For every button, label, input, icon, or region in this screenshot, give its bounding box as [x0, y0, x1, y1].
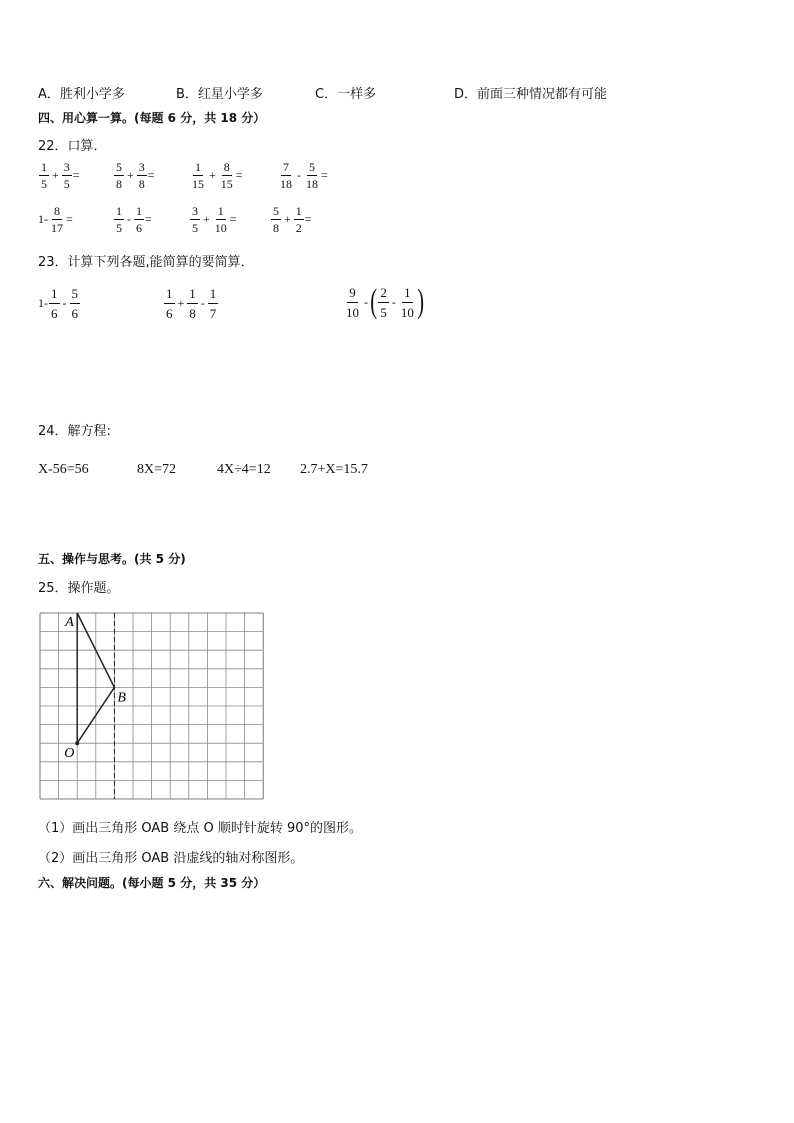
q22-expr: $\frac{1}{5}$ + $\frac{3}{5}$ = [41, 160, 80, 191]
q22-expr: $\frac{1}{5}$ - $\frac{1}{6}$ = [116, 204, 152, 235]
equation-3: 4X÷4=12 [217, 462, 271, 477]
fraction: $\frac{2}{5}$ [380, 284, 387, 320]
q22-expr: $\frac{5}{8}$ + $\frac{1}{2}$ = [273, 204, 312, 235]
q22-expr: $\frac{1}{15}$ + $\frac{8}{15}$ = [192, 160, 243, 191]
fraction: $\frac{3}{5}$ [192, 204, 198, 235]
fraction: $\frac{1}{15}$ [192, 160, 204, 191]
q23-title: 23．计算下列各题,能简算的要简算． [38, 255, 254, 270]
section4-title: 四、用心算一算。(每题 6 分，共 18 分） [38, 111, 266, 125]
q22-expr: $\frac{5}{8}$ + $\frac{3}{8}$ = [116, 160, 155, 191]
fraction: $\frac{1}{6}$ [136, 204, 142, 235]
q23-e1-whole: 1- [38, 296, 48, 310]
fraction: $\frac{5}{8}$ [273, 204, 279, 235]
fraction: $\frac{8}{17}$ [51, 204, 63, 235]
fraction: $\frac{5}{8}$ [116, 160, 122, 191]
equation-1: X-56=56 [38, 462, 89, 477]
fraction: $\frac{8}{15}$ [220, 160, 233, 191]
fraction: $\frac{3}{5}$ [63, 160, 70, 191]
option-b: B．红星小学多 [176, 87, 263, 102]
q25-task-1: （1）画出三角形 OAB 绕点 O 顺时针旋转 90°的图形。 [38, 821, 363, 836]
fraction: $\frac{7}{18}$ [280, 160, 292, 191]
q25-title: 25．操作题。 [38, 581, 120, 596]
equation-2: 8X=72 [137, 462, 177, 477]
grid-figure [38, 611, 268, 801]
option-a: A．胜利小学多 [38, 87, 125, 102]
q22-expr: $\frac{7}{18}$ - $\frac{5}{18}$ = [280, 160, 328, 191]
fraction: $\frac{3}{8}$ [138, 160, 145, 191]
fraction: $\frac{9}{10}$ [346, 284, 359, 320]
q25-task-2: （2）画出三角形 OAB 沿虚线的轴对称图形。 [38, 851, 304, 866]
fraction: $\frac{1}{10}$ [400, 284, 414, 320]
q23-expr-3: $\frac{9}{10}$ - ( $\frac{2}{5}$ - $\frac{1}{10}$ ) [346, 283, 424, 320]
point-o [75, 741, 79, 745]
fraction: $\frac{1}{10}$ [214, 204, 227, 235]
label-o: O [64, 746, 75, 762]
fraction: $\frac{1}{5}$ [116, 204, 122, 235]
equation-4: 2.7+X=15.7 [300, 462, 368, 477]
fraction: $\frac{1}{2}$ [295, 204, 302, 235]
fraction: $\frac{5}{18}$ [306, 160, 318, 191]
q22-expr: $\frac{3}{5}$ + $\frac{1}{10}$ = [192, 204, 237, 235]
option-d: D．前面三种情况都有可能 [454, 87, 608, 102]
fraction: $\frac{1}{6}$ [166, 286, 173, 321]
section6-title: 六、解决问题。(每小题 5 分，共 35 分） [38, 876, 266, 890]
q24-title: 24．解方程: [38, 424, 111, 439]
q23-expr-1: 1- $\frac{1}{6}$ - $\frac{5}{6}$ [38, 286, 78, 321]
fraction: $\frac{1}{8}$ [189, 286, 196, 321]
fraction: $\frac{5}{6}$ [71, 286, 78, 321]
section5-title: 五、操作与思考。(共 5 分) [38, 552, 186, 566]
q22-expr: 1- $\frac{8}{17}$ = [38, 204, 73, 235]
q22-title: 22．口算． [38, 139, 107, 154]
grid-lines [40, 613, 263, 799]
fraction: $\frac{1}{6}$ [51, 286, 58, 321]
right-paren: ) [417, 283, 424, 320]
left-paren: ( [370, 283, 378, 320]
label-b: B [117, 690, 126, 706]
fraction: $\frac{1}{5}$ [41, 160, 47, 191]
option-c: C．一样多 [315, 87, 377, 102]
label-a: A [65, 615, 74, 630]
fraction: $\frac{1}{7}$ [209, 286, 217, 321]
q23-expr-2: $\frac{1}{6}$ + $\frac{1}{8}$ - $\frac{1}{7}$ [166, 286, 217, 321]
